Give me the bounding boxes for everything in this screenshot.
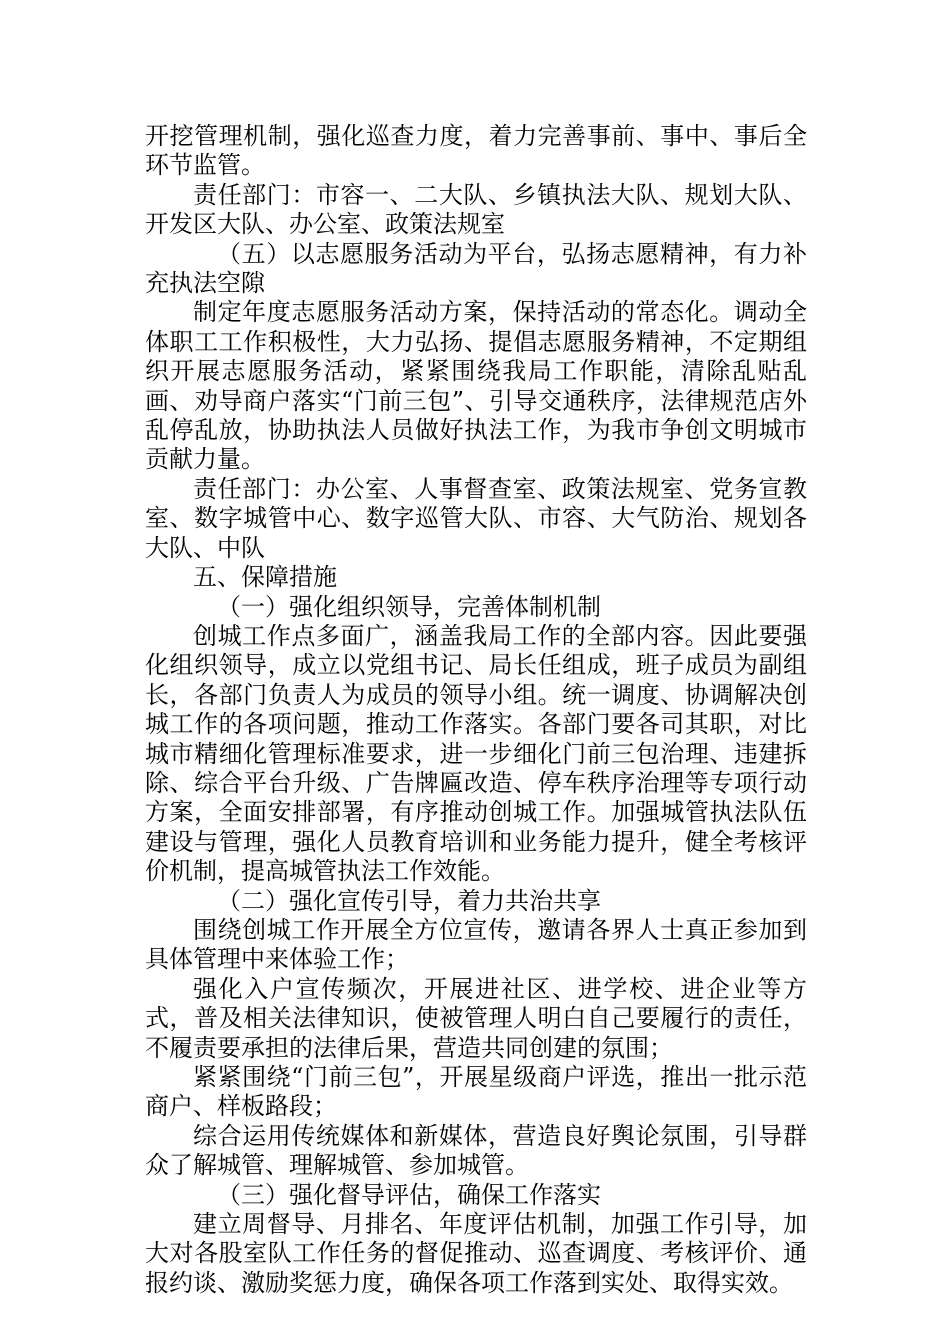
paragraph-responsible-depts-1: 责任部门：市容一、二大队、乡镇执法大队、规划大队、开发区大队、办公室、政策法规室 — [145, 180, 807, 239]
paragraph-publicity-1: 围绕创城工作开展全方位宣传，邀请各界人士真正参加到具体管理中来体验工作； — [145, 915, 807, 974]
paragraph-responsible-depts-2: 责任部门：办公室、人事督查室、政策法规室、党务宣教室、数字城管中心、数字巡管大队、市容、大气防治、规划各大队、中队 — [145, 474, 807, 562]
document-body — [145, 122, 807, 1298]
subheading-supervision: （三）强化督导评估，确保工作落实 — [217, 1180, 601, 1209]
paragraph-publicity-4: 综合运用传统媒体和新媒体，营造良好舆论氛围，引导群众了解城管、理解城管、参加城管。 — [145, 1121, 807, 1180]
paragraph-publicity-2: 强化入户宣传频次，开展进社区、进学校、进企业等方式，普及相关法律知识，使被管理人明白自己要履行的责任，不履责要承担的法律后果，营造共同创建的氛围； — [145, 974, 807, 1062]
paragraph-leadership: 创城工作点多面广，涵盖我局工作的全部内容。因此要强化组织领导，成立以党组书记、局长任组成，班子成员为副组长，各部门负责人为成员的领导小组。统一调度、协调解决创城工作的各项问题，推动工作落实。各部门要各司其职，对比城市精细化管理标准要求，进一步细化门前三包治理、违建拆除、综合平台升级、广告牌匾改造、停车秩序治理等专项行动方案，全面安排部署，有序推动创城工作。加强城管执法队伍建设与管理，强化人员教育培训和业务能力提升，健全考核评价机制，提高城管执法工作效能。 — [145, 621, 807, 886]
paragraph-supervision: 建立周督导、月排名、年度评估机制，加强工作引导，加大对各股室队工作任务的督促推动、巡查调度、考核评价、通报约谈、激励奖惩力度，确保各项工作落到实处、取得实效。 — [145, 1210, 807, 1297]
paragraph-publicity-3: 紧紧围绕“门前三包”，开展星级商户评选，推出一批示范商户、样板路段； — [145, 1063, 807, 1121]
section-heading-safeguards: 五、保障措施 — [193, 563, 337, 592]
subheading-publicity: （二）强化宣传引导，着力共治共享 — [217, 886, 601, 915]
paragraph-volunteer-plan: 制定年度志愿服务活动方案，保持活动的常态化。调动全体职工工作积极性，大力弘扬、提倡志愿服务精神，不定期组织开展志愿服务活动，紧紧围绕我局工作职能，清除乱贴乱画、劝导商户落实“门前三包”、引导交通秩序，法律规范店外乱停乱放，协助执法人员做好执法工作，为我市争创文明城市贡献力量。 — [145, 298, 807, 474]
subheading-volunteer: （五）以志愿服务活动为平台，弘扬志愿精神，有力补充执法空隙 — [145, 239, 807, 298]
paragraph-continuation: 开挖管理机制，强化巡查力度，着力完善事前、事中、事后全环节监管。 — [145, 122, 807, 180]
subheading-leadership: （一）强化组织领导，完善体制机制 — [217, 592, 601, 621]
